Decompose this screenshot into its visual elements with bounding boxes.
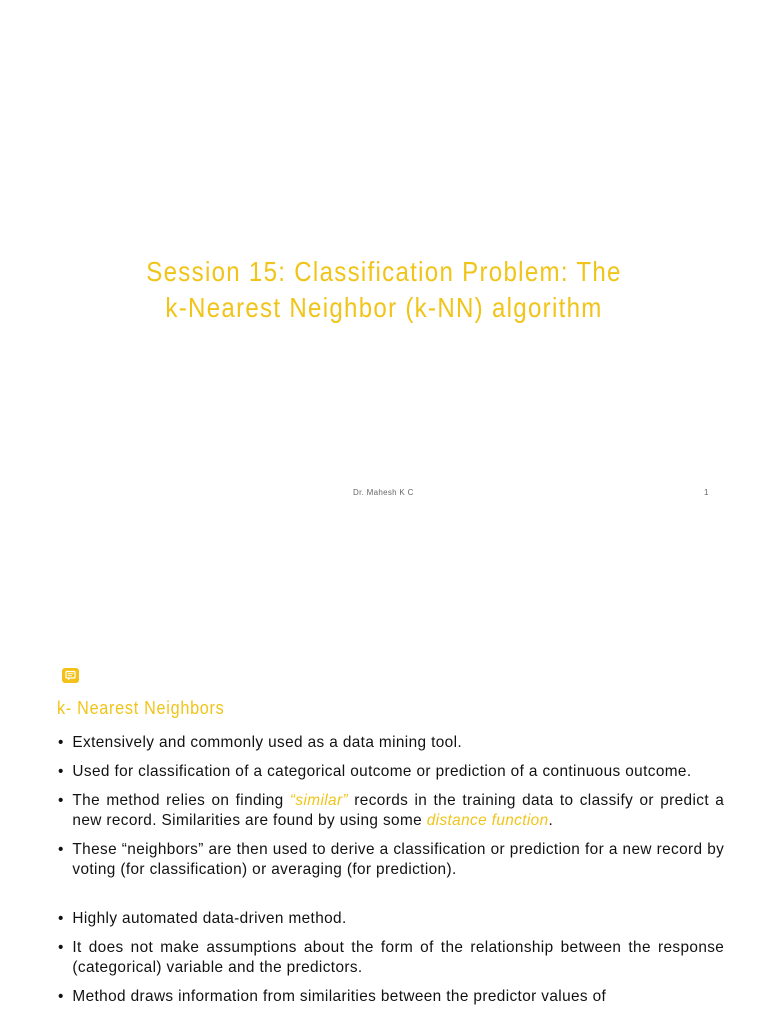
bullet-mark: • [58,939,64,956]
bullet-text: Extensively and commonly used as a data mining tool. [72,734,463,751]
page-number: 1 [704,488,709,497]
section-heading: k- Nearest Neighbors [57,698,225,718]
bullet-text: These “neighbors” are then used to derive a classification or prediction for a new record by voting (for classification) or averaging (for prediction). [72,841,725,878]
footer-author: Dr. Mahesh K C [353,488,414,497]
list-item [58,733,724,753]
spacer [58,889,728,909]
list-item [58,909,724,929]
bullet-text: It does not make assumptions about the form of the relationship between the response (categorical) variable and the predictors. [72,939,725,976]
bullet-text-pre: The method relies on finding [72,792,290,809]
list-item [58,762,724,782]
bullet-text: Method draws information from similarities between the predictor values of [72,988,607,1005]
comment-icon-glyph [62,668,79,683]
highlight-similar: “similar” [289,792,348,809]
bullet-text: Used for classification of a categorical outcome or prediction of a continuous outcome. [72,763,692,780]
bullet-text-mid: records in the training data to classify or predict a new record. Similarities are found by using some [72,792,725,829]
bullet-text-post: . [548,812,554,829]
list-item [58,840,724,880]
bullet-list [58,733,728,1016]
bullet-mark: • [58,841,64,858]
list-item [58,791,724,831]
slide-title-line-2: k-Nearest Neighbor (k-NN) algorithm [165,292,603,323]
highlight-distance-function: distance function [426,812,549,829]
bullet-mark: • [58,763,64,780]
bullet-mark: • [58,988,64,1005]
list-item [58,987,724,1007]
comment-icon[interactable] [62,668,79,683]
list-item [58,938,724,978]
slide-title [54,254,714,326]
slide-title-line-1: Session 15: Classification Problem: The [146,256,622,287]
bullet-text: Highly automated data-driven method. [72,910,347,927]
bullet-mark: • [58,910,64,927]
bullet-mark: • [58,792,64,809]
bullet-mark: • [58,734,64,751]
